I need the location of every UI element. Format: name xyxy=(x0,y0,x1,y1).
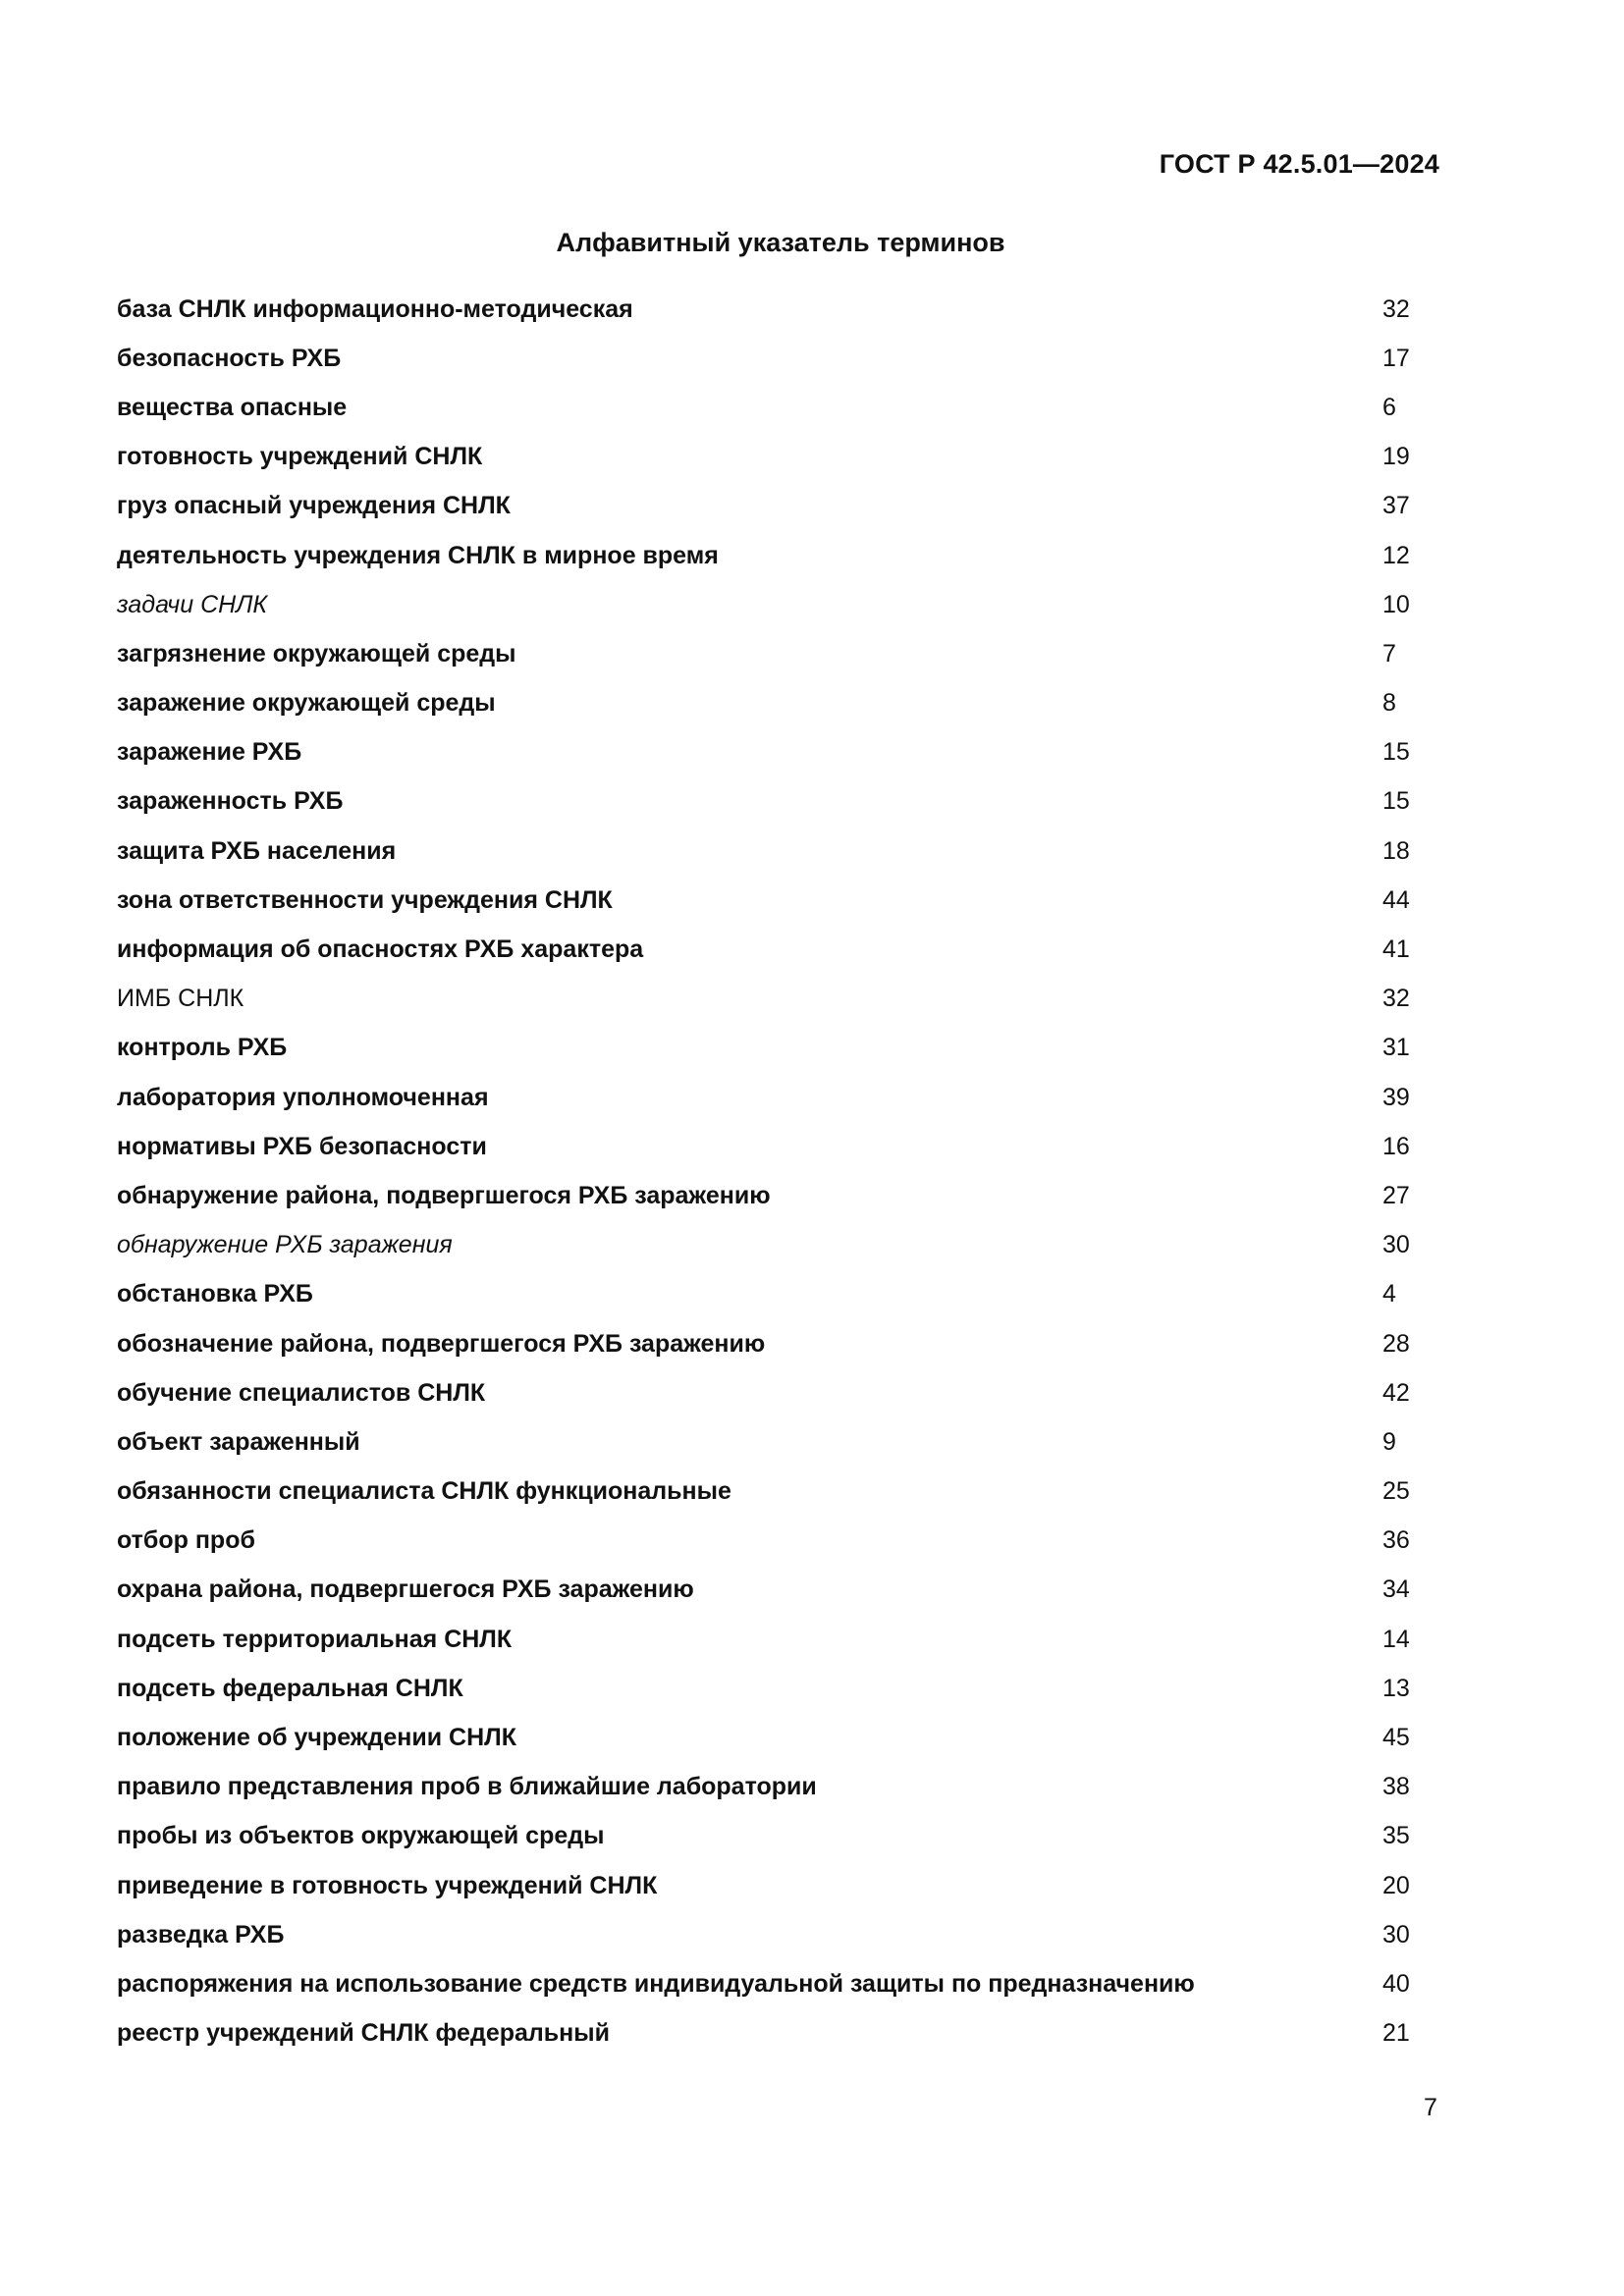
index-entry xyxy=(117,1910,1413,1959)
index-term: подсеть территориальная СНЛК xyxy=(117,1625,513,1653)
index-entry xyxy=(117,285,1413,334)
index-term: объект зараженный xyxy=(117,1427,360,1456)
index-entry xyxy=(117,2009,1413,2058)
index-entry xyxy=(117,1517,1413,1566)
index-term-number: 28 xyxy=(1382,1329,1410,1358)
index-entry xyxy=(117,876,1413,925)
index-entry xyxy=(117,1713,1413,1762)
index-entry xyxy=(117,482,1413,531)
index-term-number: 36 xyxy=(1382,1526,1410,1555)
document-code: ГОСТ Р 42.5.01—2024 xyxy=(1159,149,1439,179)
index-entry xyxy=(117,827,1413,876)
index-term-number: 9 xyxy=(1382,1427,1396,1456)
index-term-number: 34 xyxy=(1382,1575,1410,1604)
index-term: пробы из объектов окружающей среды xyxy=(117,1822,605,1850)
index-entry xyxy=(117,1221,1413,1270)
index-entry xyxy=(117,1763,1413,1812)
index-term: обучение специалистов СНЛК xyxy=(117,1378,486,1407)
index-term-number: 25 xyxy=(1382,1477,1410,1506)
index-term: готовность учреждений СНЛК xyxy=(117,443,483,471)
index-entry xyxy=(117,1073,1413,1122)
index-entry xyxy=(117,580,1413,629)
index-term: обнаружение района, подвергшегося РХБ заражению xyxy=(117,1181,771,1209)
index-term: база СНЛК информационно-методическая xyxy=(117,294,633,323)
index-term-number: 14 xyxy=(1382,1625,1410,1653)
index-term-number: 32 xyxy=(1382,985,1410,1013)
index-term: обозначение района, подвергшегося РХБ заражению xyxy=(117,1329,766,1358)
index-entry xyxy=(117,1959,1413,2008)
index-term-number: 8 xyxy=(1382,689,1396,718)
index-term: защита РХБ населения xyxy=(117,836,397,865)
index-entry xyxy=(117,1664,1413,1713)
index-term: ИМБ СНЛК xyxy=(117,985,244,1013)
index-term-number: 21 xyxy=(1382,2019,1410,2048)
index-term: реестр учреждений СНЛК федеральный xyxy=(117,2019,610,2048)
index-entry xyxy=(117,1319,1413,1368)
index-entry xyxy=(117,728,1413,777)
index-term-number: 7 xyxy=(1382,639,1396,667)
index-term: обнаружение РХБ заражения xyxy=(117,1231,453,1259)
index-entry xyxy=(117,1368,1413,1417)
index-term-number: 41 xyxy=(1382,935,1410,964)
index-term-number: 31 xyxy=(1382,1034,1410,1062)
index-term-number: 13 xyxy=(1382,1674,1410,1702)
index-entry xyxy=(117,629,1413,678)
index-entry xyxy=(117,679,1413,728)
index-entry xyxy=(117,1812,1413,1861)
index-term-number: 38 xyxy=(1382,1773,1410,1801)
index-term-number: 6 xyxy=(1382,393,1396,421)
index-term-number: 12 xyxy=(1382,541,1410,569)
index-term: информация об опасностях РХБ характера xyxy=(117,935,644,964)
index-term-number: 40 xyxy=(1382,1969,1410,1998)
index-term-number: 27 xyxy=(1382,1181,1410,1209)
index-term-number: 20 xyxy=(1382,1871,1410,1899)
index-term: распоряжения на использование средств индивидуальной защиты по предназначению xyxy=(117,1969,1195,1998)
index-term: отбор проб xyxy=(117,1526,255,1555)
index-term: вещества опасные xyxy=(117,393,348,421)
index-term: обстановка РХБ xyxy=(117,1280,313,1308)
index-term: зона ответственности учреждения СНЛК xyxy=(117,885,613,914)
index-title: Алфавитный указатель терминов xyxy=(556,228,1005,257)
index-term-number: 10 xyxy=(1382,590,1410,618)
index-entry xyxy=(117,975,1413,1024)
index-term: заражение РХБ xyxy=(117,738,302,767)
index-term-number: 15 xyxy=(1382,787,1410,816)
index-term: подсеть федеральная СНЛК xyxy=(117,1674,463,1702)
index-entry xyxy=(117,531,1413,580)
page-number: 7 xyxy=(1424,2094,1437,2121)
index-term-number: 4 xyxy=(1382,1280,1396,1308)
index-entry xyxy=(117,1171,1413,1220)
index-term: нормативы РХБ безопасности xyxy=(117,1132,487,1160)
index-term: охрана района, подвергшегося РХБ заражению xyxy=(117,1575,694,1604)
index-term: груз опасный учреждения СНЛК xyxy=(117,492,511,520)
index-term: положение об учреждении СНЛК xyxy=(117,1724,516,1752)
index-term: заражение окружающей среды xyxy=(117,689,496,718)
index-entry xyxy=(117,1122,1413,1171)
index-term-number: 32 xyxy=(1382,294,1410,323)
index-term-number: 19 xyxy=(1382,443,1410,471)
index-entry xyxy=(117,1270,1413,1319)
index-entry xyxy=(117,777,1413,827)
index-term: обязанности специалиста СНЛК функциональные xyxy=(117,1477,731,1506)
index-entry xyxy=(117,433,1413,482)
index-term-number: 45 xyxy=(1382,1724,1410,1752)
index-entry xyxy=(117,1861,1413,1910)
index-entry xyxy=(117,334,1413,383)
term-index-list xyxy=(117,285,1413,2058)
index-term-number: 18 xyxy=(1382,836,1410,865)
index-term-number: 30 xyxy=(1382,1920,1410,1949)
index-term-number: 16 xyxy=(1382,1132,1410,1160)
index-term: зараженность РХБ xyxy=(117,787,344,816)
index-term-number: 37 xyxy=(1382,492,1410,520)
index-entry xyxy=(117,925,1413,974)
index-term: безопасность РХБ xyxy=(117,344,342,372)
index-term-number: 30 xyxy=(1382,1231,1410,1259)
index-term: приведение в готовность учреждений СНЛК xyxy=(117,1871,658,1899)
index-entry xyxy=(117,383,1413,432)
index-term: деятельность учреждения СНЛК в мирное время xyxy=(117,541,719,569)
index-term-number: 17 xyxy=(1382,344,1410,372)
index-term-number: 42 xyxy=(1382,1378,1410,1407)
index-entry xyxy=(117,1615,1413,1664)
index-term-number: 35 xyxy=(1382,1822,1410,1850)
index-entry xyxy=(117,1024,1413,1073)
index-term: задачи СНЛК xyxy=(117,590,268,618)
index-term: загрязнение окружающей среды xyxy=(117,639,516,667)
index-term-number: 39 xyxy=(1382,1083,1410,1111)
index-term: разведка РХБ xyxy=(117,1920,285,1949)
index-entry xyxy=(117,1468,1413,1517)
index-term: лаборатория уполномоченная xyxy=(117,1083,489,1111)
index-term: правило представления проб в ближайшие лаборатории xyxy=(117,1773,817,1801)
index-entry xyxy=(117,1566,1413,1615)
index-term: контроль РХБ xyxy=(117,1034,288,1062)
index-term-number: 44 xyxy=(1382,885,1410,914)
index-entry xyxy=(117,1417,1413,1467)
index-term-number: 15 xyxy=(1382,738,1410,767)
